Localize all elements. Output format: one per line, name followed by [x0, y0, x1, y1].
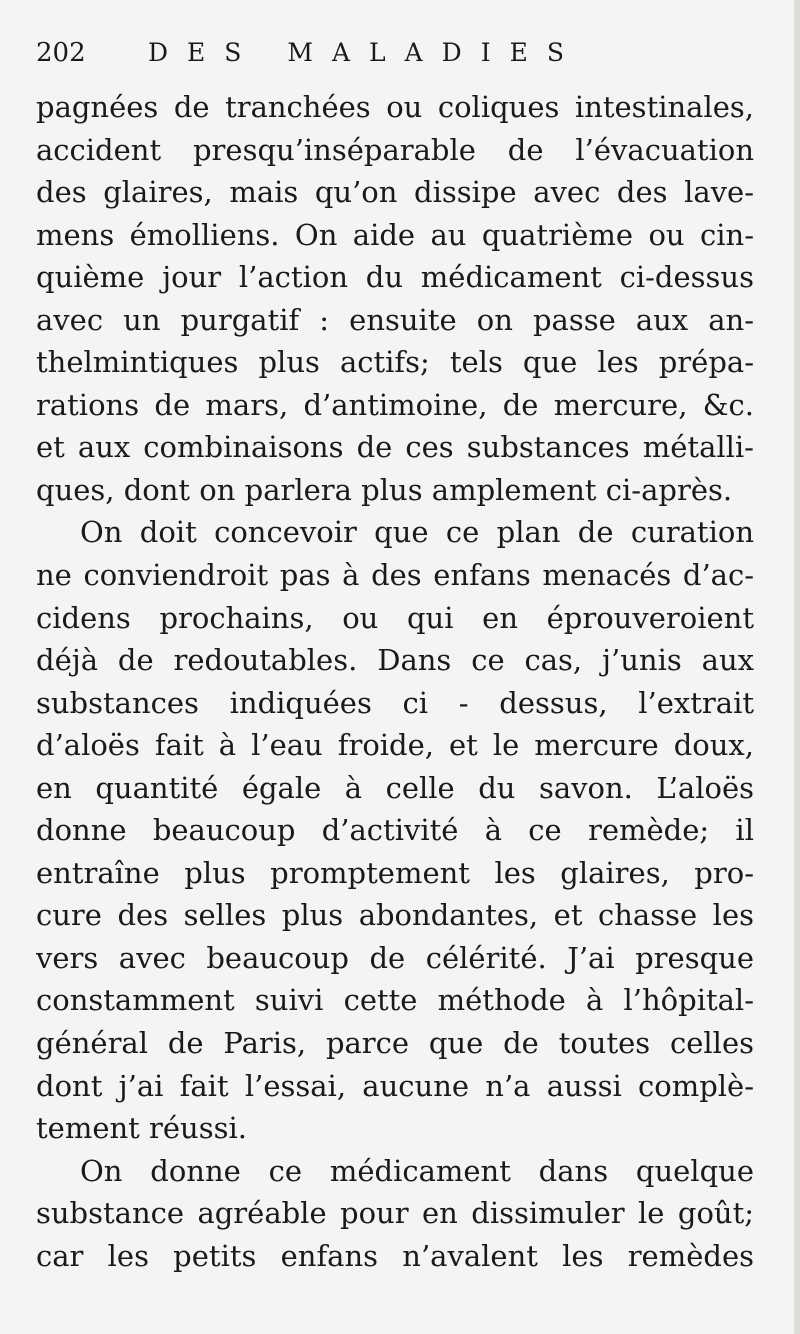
text-line: ques, dont on parlera plus amplement ci-après. — [36, 472, 733, 507]
text-line: cure des selles plus abondantes, et chasse les — [36, 898, 754, 933]
text-line: des glaires, mais qu’on dissipe avec des lave- — [36, 175, 754, 210]
paragraph-first-line: On doit concevoir que ce plan de curation — [80, 515, 754, 550]
text-line: thelmintiques plus actifs; tels que les prépa- — [36, 345, 754, 380]
text-line: substance agréable pour en dissimuler le goût; — [36, 1196, 754, 1231]
text-line: vers avec beaucoup de célérité. J’ai presque — [36, 940, 754, 975]
text-line: car les petits enfans n’avalent les remèdes — [36, 1238, 754, 1273]
text-line: quième jour l’action du médicament ci-dessus — [36, 260, 754, 295]
text-line: mens émolliens. On aide au quatrième ou cin- — [36, 217, 754, 252]
text-line: substances indiquées ci - dessus, l’extrait — [36, 685, 754, 720]
body-text — [36, 86, 754, 1277]
page-header — [36, 38, 756, 78]
text-line: ne conviendroit pas à des enfans menacés d’ac- — [36, 558, 754, 593]
text-line: entraîne plus promptement les glaires, pro- — [36, 855, 754, 890]
text-line: pagnées de tranchées ou coliques intestinales, — [36, 90, 754, 124]
page-number: 202 — [36, 38, 86, 68]
page-edge-shadow — [794, 0, 800, 1334]
text-line: général de Paris, parce que de toutes celles — [36, 1026, 754, 1061]
text-line: d’aloës fait à l’eau froide, et le mercure doux, — [36, 728, 754, 763]
text-line: en quantité égale à celle du savon. L’aloës — [36, 770, 754, 805]
text-line: tement réussi. — [36, 1111, 247, 1146]
text-line: constamment suivi cette méthode à l’hôpital- — [36, 983, 754, 1018]
text-line: déjà de redoutables. Dans ce cas, j’unis aux — [36, 643, 754, 678]
text-line: rations de mars, d’antimoine, de mercure, &c. — [36, 387, 754, 422]
text-line: accident presqu’inséparable de l’évacuation — [36, 132, 754, 167]
text-line: donne beaucoup d’activité à ce remède; il — [36, 813, 754, 848]
text-line: avec un purgatif : ensuite on passe aux an- — [36, 302, 754, 337]
text-line: et aux combinaisons de ces substances métalli- — [36, 430, 754, 465]
text-line: cidens prochains, ou qui en éprouveroient — [36, 600, 754, 635]
running-title: DES MALADIES — [148, 38, 583, 67]
paragraph-first-line: On donne ce médicament dans quelque — [80, 1153, 754, 1188]
text-line: dont j’ai fait l’essai, aucune n’a aussi complè- — [36, 1068, 754, 1103]
